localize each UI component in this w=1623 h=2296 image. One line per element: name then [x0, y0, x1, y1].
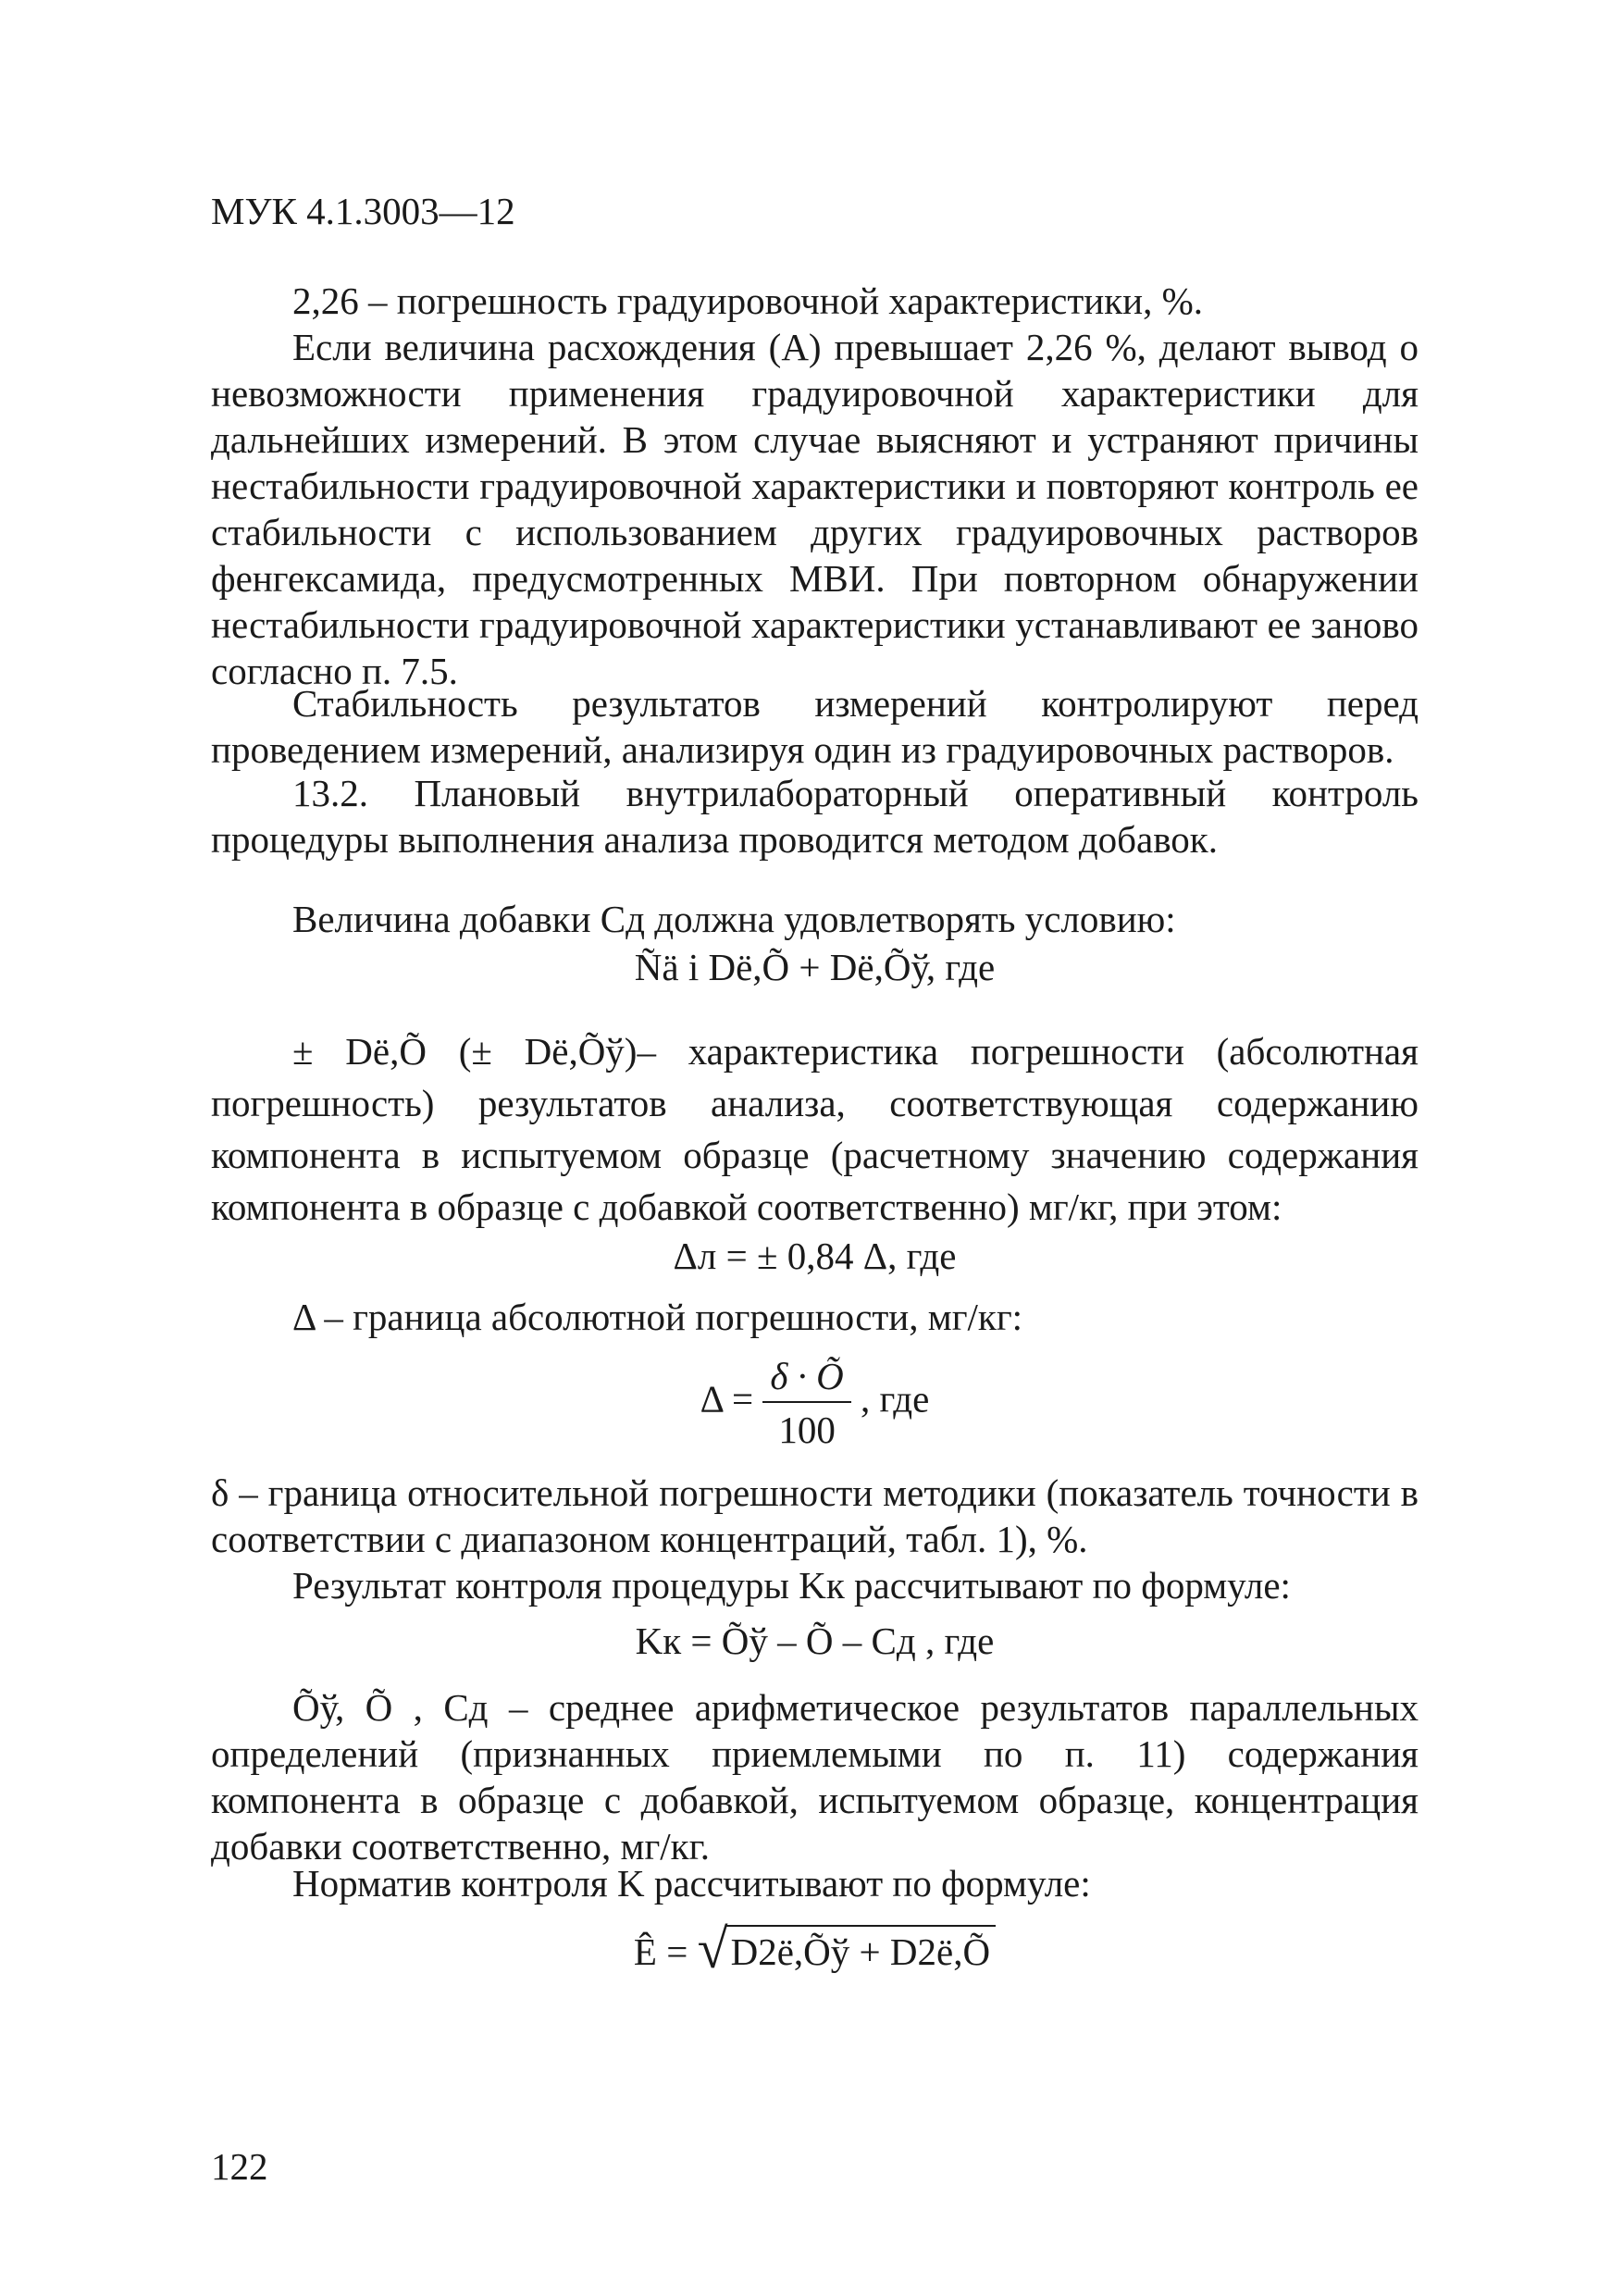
paragraph-text: Стабильность результатов измерений контролируют перед проведением измерений, анализируя один из градуировочных растворов.	[211, 682, 1419, 771]
paragraph	[211, 1025, 1419, 1233]
paragraph-text: 13.2. Плановый внутрилабораторный оперативный контроль процедуры выполнения анализа проводится методом добавок.	[211, 772, 1419, 861]
paragraph-text: Если величина расхождения (A) превышает 2,26 %, делают вывод о невозможности применения градуировочной характеристики для дальнейших измерений. В этом случае выясняют и устраняют причины нестабильности градуировочной характеристики и повторяют контроль ее стабильности с использованием других градуировочных растворов фенгексамида, предусмотренных МВИ. При повторном обнаружении нестабильности градуировочной характеристики устанавливают ее заново согласно п. 7.5.	[211, 326, 1419, 692]
paragraph-text: 2,26 – погрешность градуировочной характеристики, %.	[292, 279, 1203, 322]
formula-fraction	[211, 1353, 1419, 1453]
radical-sign-icon: √	[697, 1918, 728, 1980]
paragraph-text: Õў, Õ , Cд – среднее арифметическое результатов параллельных определений (признанных приемлемыми по п. 11) содержания компонента в образце с добавкой, испытуемом образце, концентрация добавки соответственно, мг/кг.	[211, 1686, 1419, 1868]
paragraph-text: Величина добавки Cд должна удовлетворять условию:	[292, 898, 1176, 940]
paragraph	[211, 680, 1419, 773]
paragraph	[211, 1684, 1419, 1869]
formula	[211, 1353, 1419, 1453]
formula-lhs: Ê =	[633, 1930, 688, 1973]
fraction-numerator: δ · Õ	[762, 1353, 850, 1403]
formula	[211, 944, 1419, 990]
paragraph-text: Норматив контроля K рассчитывают по формуле:	[292, 1862, 1091, 1905]
formula-text: Kк = Õў – Õ – Cд , где	[635, 1620, 995, 1662]
running-header: МУК 4.1.3003—12	[211, 190, 515, 232]
paragraph-text: δ – граница относительной погрешности методики (показатель точности в соответствии с диапазоном концентраций, табл. 1), %.	[211, 1471, 1419, 1560]
formula	[211, 1233, 1419, 1279]
page-number: 122	[211, 2145, 268, 2188]
fraction	[762, 1353, 850, 1453]
paragraph	[211, 1294, 1419, 1340]
paragraph	[211, 278, 1419, 324]
paragraph	[211, 1860, 1419, 1906]
formula-text: Δл = ± 0,84 Δ, где	[673, 1235, 957, 1277]
paragraph	[211, 324, 1419, 694]
paragraph	[211, 770, 1419, 863]
fraction-denominator: 100	[778, 1409, 836, 1451]
square-root	[697, 1918, 996, 1980]
paragraph-text: ± Dё,Õ (± Dё,Õў)– характеристика погрешности (абсолютная погрешность) результатов анализа, соответствующая содержанию компонента в испытуемом образце (расчетному значению содержания компонента в образце с добавкой соответственно) мг/кг, при этом:	[211, 1030, 1419, 1228]
paragraph	[211, 1562, 1419, 1608]
formula-tail: , где	[861, 1377, 930, 1421]
radicand: D2ё,Õў + D2ё,Õ	[725, 1925, 996, 1975]
formula	[211, 1918, 1419, 1980]
paragraph-text: Результат контроля процедуры Kк рассчитывают по формуле:	[292, 1564, 1291, 1607]
paragraph-text: Δ – граница абсолютной погрешности, мг/кг:	[292, 1296, 1023, 1338]
delta-symbol: Δ =	[700, 1377, 754, 1421]
formula	[211, 1618, 1419, 1664]
formula-sqrt	[211, 1918, 1419, 1980]
paragraph	[211, 1470, 1419, 1562]
formula-text: Ñä i Dё,Õ + Dё,Õў, где	[634, 946, 996, 988]
paragraph	[211, 896, 1419, 942]
